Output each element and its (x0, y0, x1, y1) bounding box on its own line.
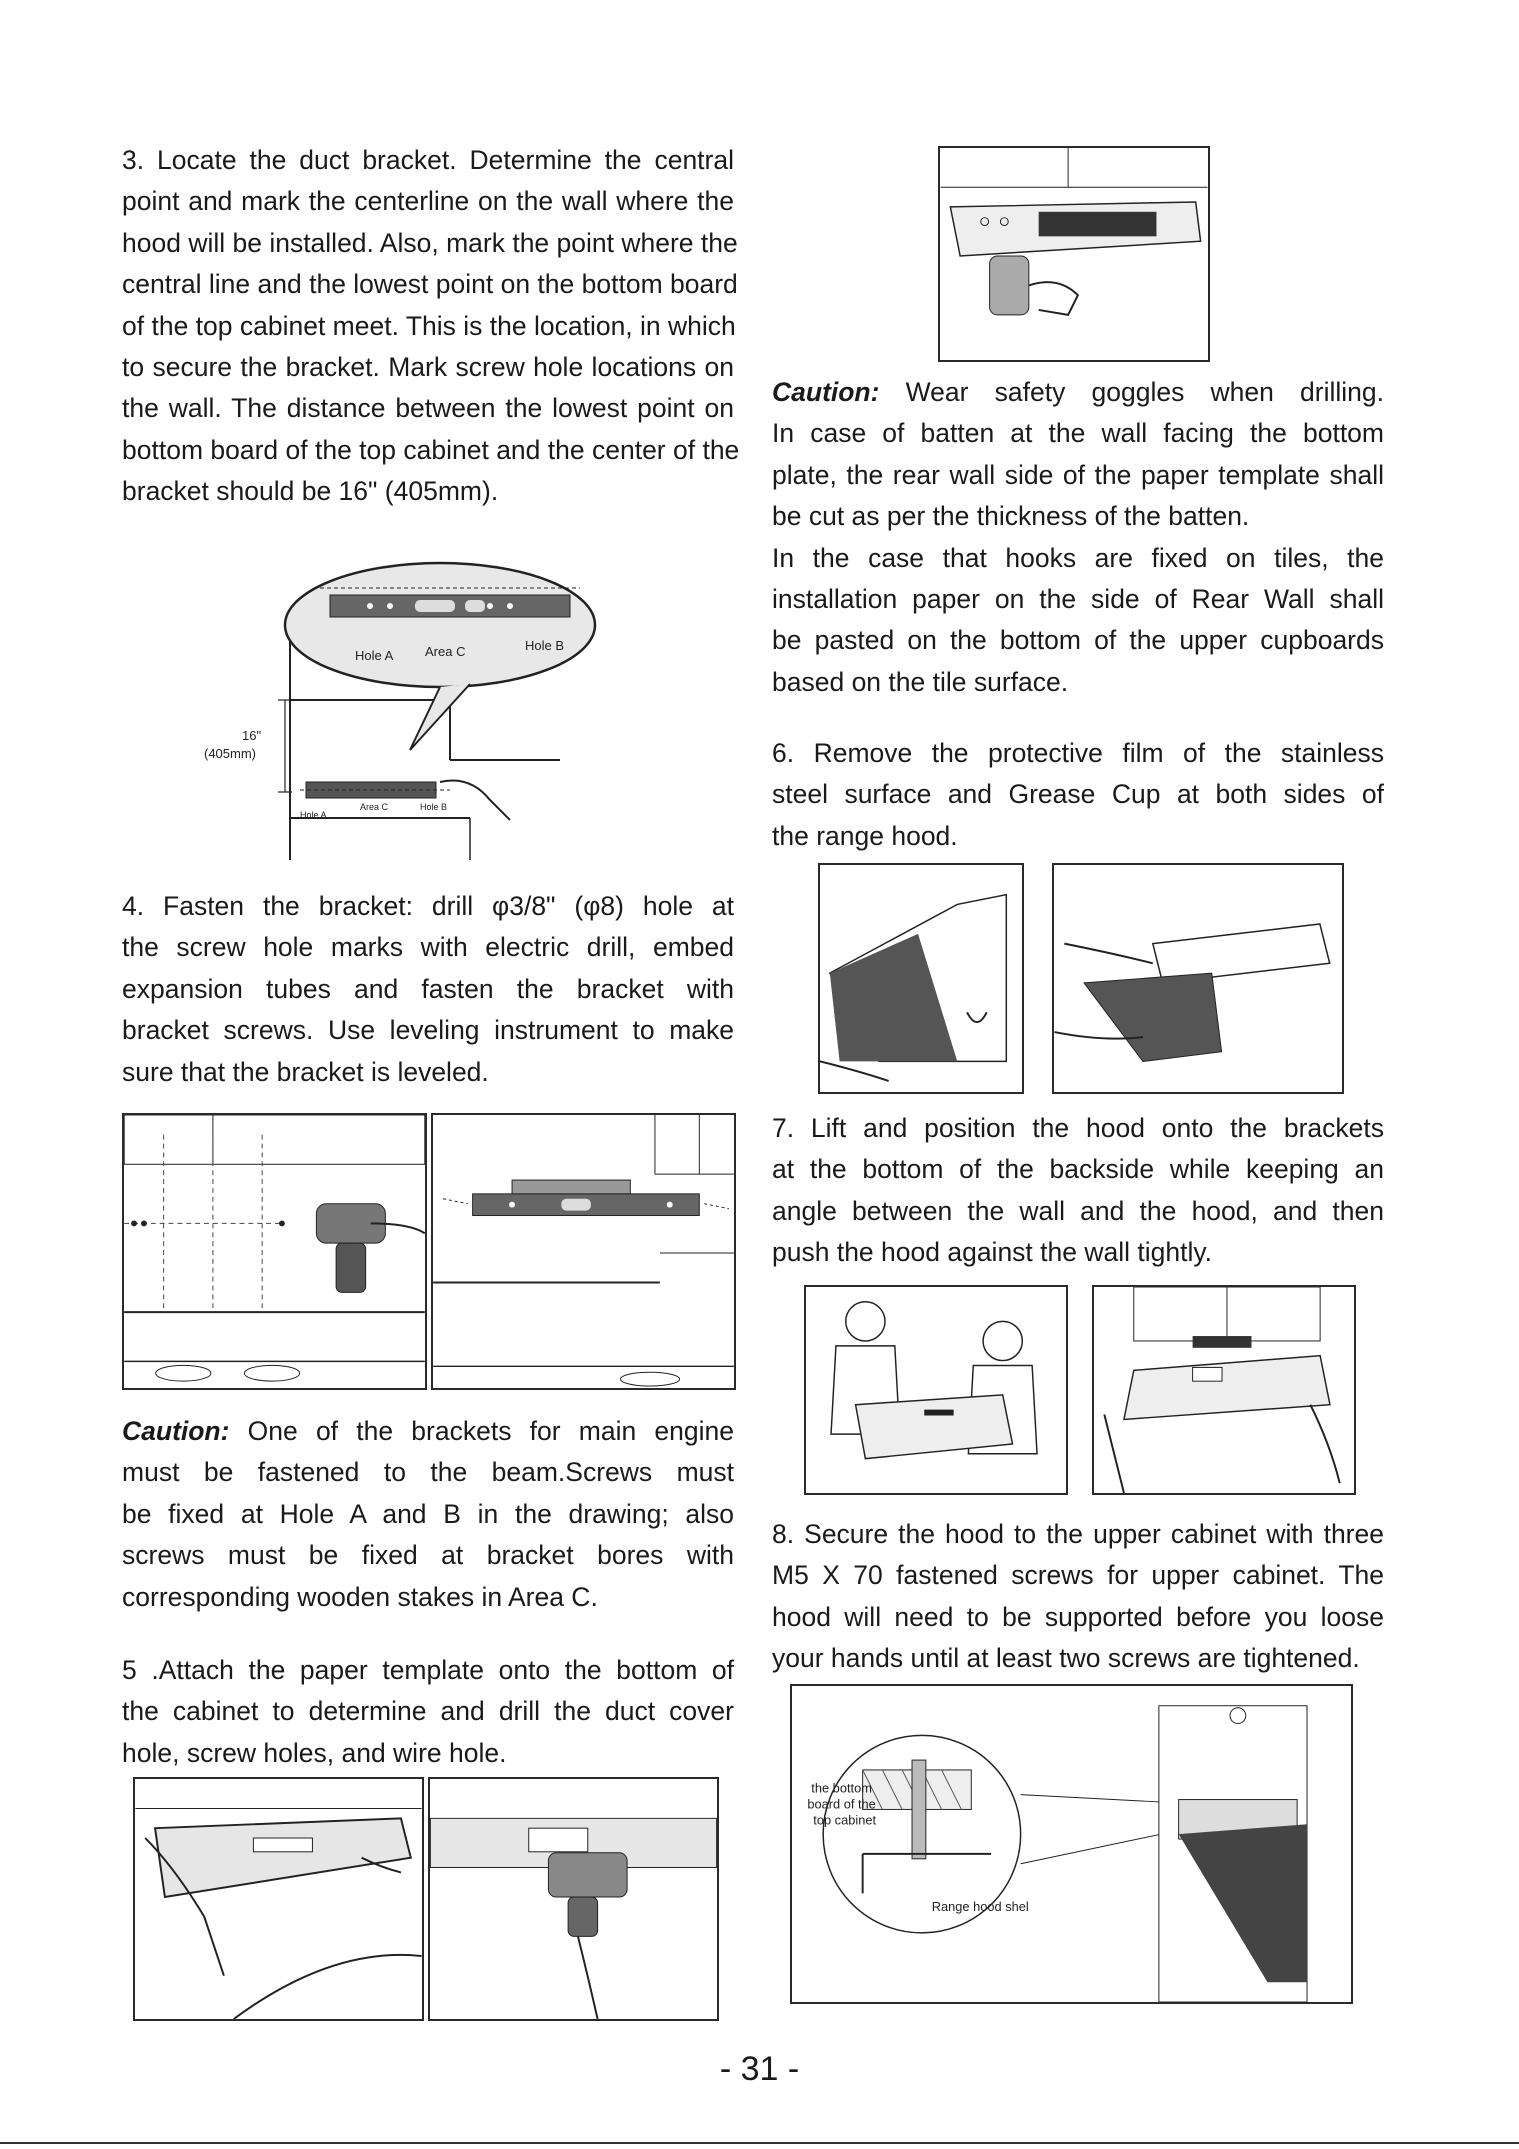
hole-b-label: Hole B (525, 638, 565, 653)
screw-label-range-hood-shell: Range hood shel (931, 1899, 1029, 1915)
bracket-location-figure (190, 560, 660, 860)
lift-hood-figure (804, 1285, 1068, 1495)
secure-screws-figure (790, 1684, 1353, 2004)
lift-hood-illustration (806, 1287, 1066, 1493)
small-area-c-label: Area C (360, 802, 389, 812)
step-3-text: 3. Locate the duct bracket. Determine the central point and mark the centerline on the wall where the hood will be installed. Also, mark the point where the central line and the lowest point on the bottom board of the top cabinet meet. This is the location, in which to secure the bracket. Mark screw hole locations on the wall. The distance between the lowest point on bottom board of the top cabinet and the center of the bracket should be 16" (405mm). (122, 145, 740, 507)
screw-label-top-cabinet: top cabinet (813, 1812, 877, 1828)
bracket-location-illustration (190, 560, 660, 860)
small-hole-a-label: Hole A (300, 810, 327, 820)
right-caution-text: Caution: Wear safety goggles when drilling. In case of batten at the wall facing the bottom plate, the rear wall side of the paper template shall be cut as per the thickness of the batten. In the case that hooks are fixed on tiles, the installation paper on the side of Rear Wall shall be pasted on the bottom of the upper cupboards based on the tile surface. (772, 377, 1384, 697)
step-7-text: 7. Lift and position the hood onto the brackets at the bottom of the backside while keeping an angle between the wall and the hood, and then push the hood against the wall tightly. (772, 1113, 1384, 1268)
left-caution-label: Caution: (122, 1416, 230, 1446)
screw-label-bottom: the bottom (811, 1780, 872, 1796)
level-bracket-figure (431, 1113, 736, 1390)
screw-label-board: board of the (807, 1796, 876, 1812)
step-8-text: 8. Secure the hood to the upper cabinet with three M5 X 70 fastened screws for upper cabinet. The hood will need to be supported before you loose your hands until at least two screws are tightened. (772, 1519, 1384, 1674)
paper-template-figure (133, 1777, 424, 2021)
remove-film-figure (818, 863, 1024, 1094)
push-hood-illustration (1094, 1287, 1354, 1493)
hole-a-label: Hole A (355, 648, 394, 663)
page-number: - 31 - (719, 2050, 800, 2088)
small-hole-b-label: Hole B (420, 802, 448, 812)
safety-drill-figure (938, 146, 1210, 362)
dimension-inches: 16" (242, 728, 262, 743)
safety-drill-illustration (940, 148, 1208, 360)
drill-holes-illustration (124, 1115, 425, 1388)
level-bracket-illustration (433, 1115, 734, 1388)
step-5-text: 5 .Attach the paper template onto the bottom of the cabinet to determine and drill the duct cover hole, screw holes, and wire hole. (122, 1655, 734, 1768)
paper-template-illustration (135, 1779, 422, 2019)
bottom-rule (0, 2142, 1519, 2144)
drill-holes-figure (122, 1113, 427, 1390)
push-hood-figure (1092, 1285, 1356, 1495)
right-caution-label: Caution: (772, 377, 880, 407)
remove-film-illustration (820, 865, 1022, 1092)
dimension-mm: (405mm) (204, 746, 257, 761)
step-4-text: 4. Fasten the bracket: drill φ3/8" (φ8) hole at the screw hole marks with electric drill, embed expansion tubes and fasten the bracket with bracket screws. Use leveling instrument to make sure that the bracket is leveled. (122, 891, 734, 1087)
left-caution-text: Caution: One of the brackets for main engine must be fastened to the beam.Screws must be fixed at Hole A and B in the drawing; also screws must be fixed at bracket bores with corresponding wooden stakes in Area C. (122, 1416, 734, 1612)
drill-template-illustration (430, 1779, 717, 2019)
secure-screws-illustration (792, 1686, 1351, 2002)
grease-cup-figure (1052, 863, 1344, 1094)
step-6-text: 6. Remove the protective film of the stainless steel surface and Grease Cup at both sides of the range hood. (772, 738, 1384, 851)
drill-template-figure (428, 1777, 719, 2021)
area-c-label: Area C (425, 644, 466, 659)
grease-cup-illustration (1054, 865, 1342, 1092)
